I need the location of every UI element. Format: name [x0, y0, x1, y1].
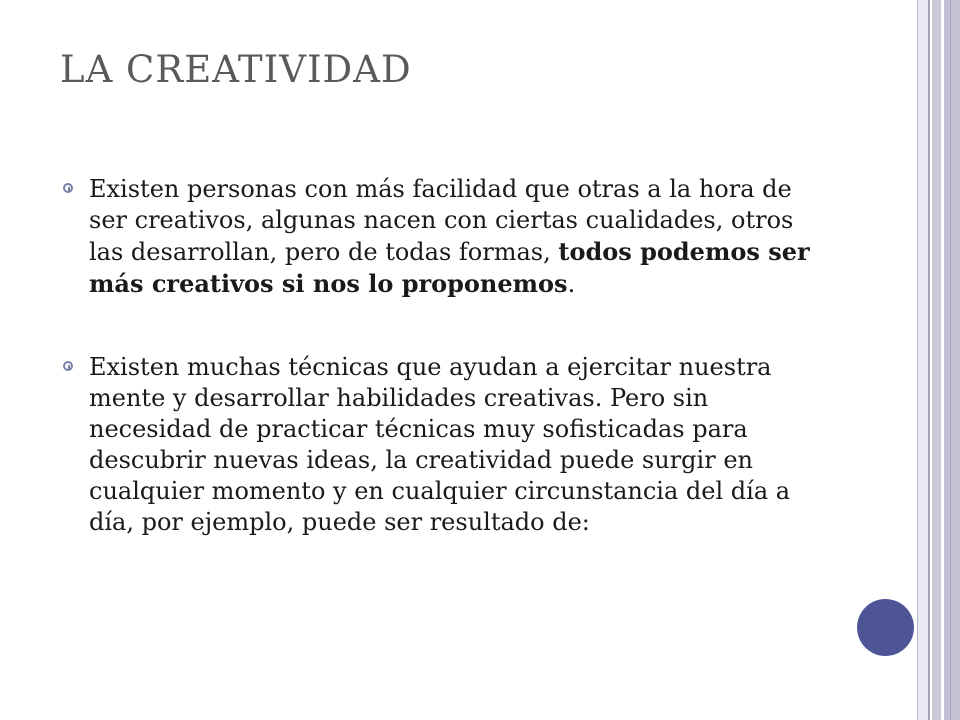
bullet-item [60, 174, 820, 300]
decorative-stripe [944, 0, 960, 720]
bullet-text: Existen muchas técnicas que ayudan a ejercitar nuestra mente y desarrollar habilidades creativas. Pero sin necesidad de practicar técnicas muy sofisticadas para descubrir nuevas ideas, la creatividad puede surgir en cualquier momento y en cualquier circunstancia del día a día, por ejemplo, puede ser resultado de: [89, 353, 791, 536]
bullet-ring-icon [63, 361, 73, 371]
bullet-ring-icon [63, 183, 73, 193]
decorative-stripe [918, 0, 928, 720]
decorative-stripe [950, 0, 951, 720]
decorative-stripe [932, 0, 941, 720]
bullet-list [60, 174, 820, 590]
slide-title: LA CREATIVIDAD [60, 48, 412, 91]
bullet-text: Existen personas con más facilidad que otras a la hora de ser creativos, algunas nacen con ciertas cualidades, otros las desarrollan, pero de todas formas, [89, 175, 794, 266]
bullet-text-end: . [567, 270, 576, 298]
accent-circle [857, 599, 914, 656]
bullet-item [60, 352, 820, 538]
bullet-emphasis: todos podemos ser más creativos si nos lo proponemos [89, 237, 810, 298]
